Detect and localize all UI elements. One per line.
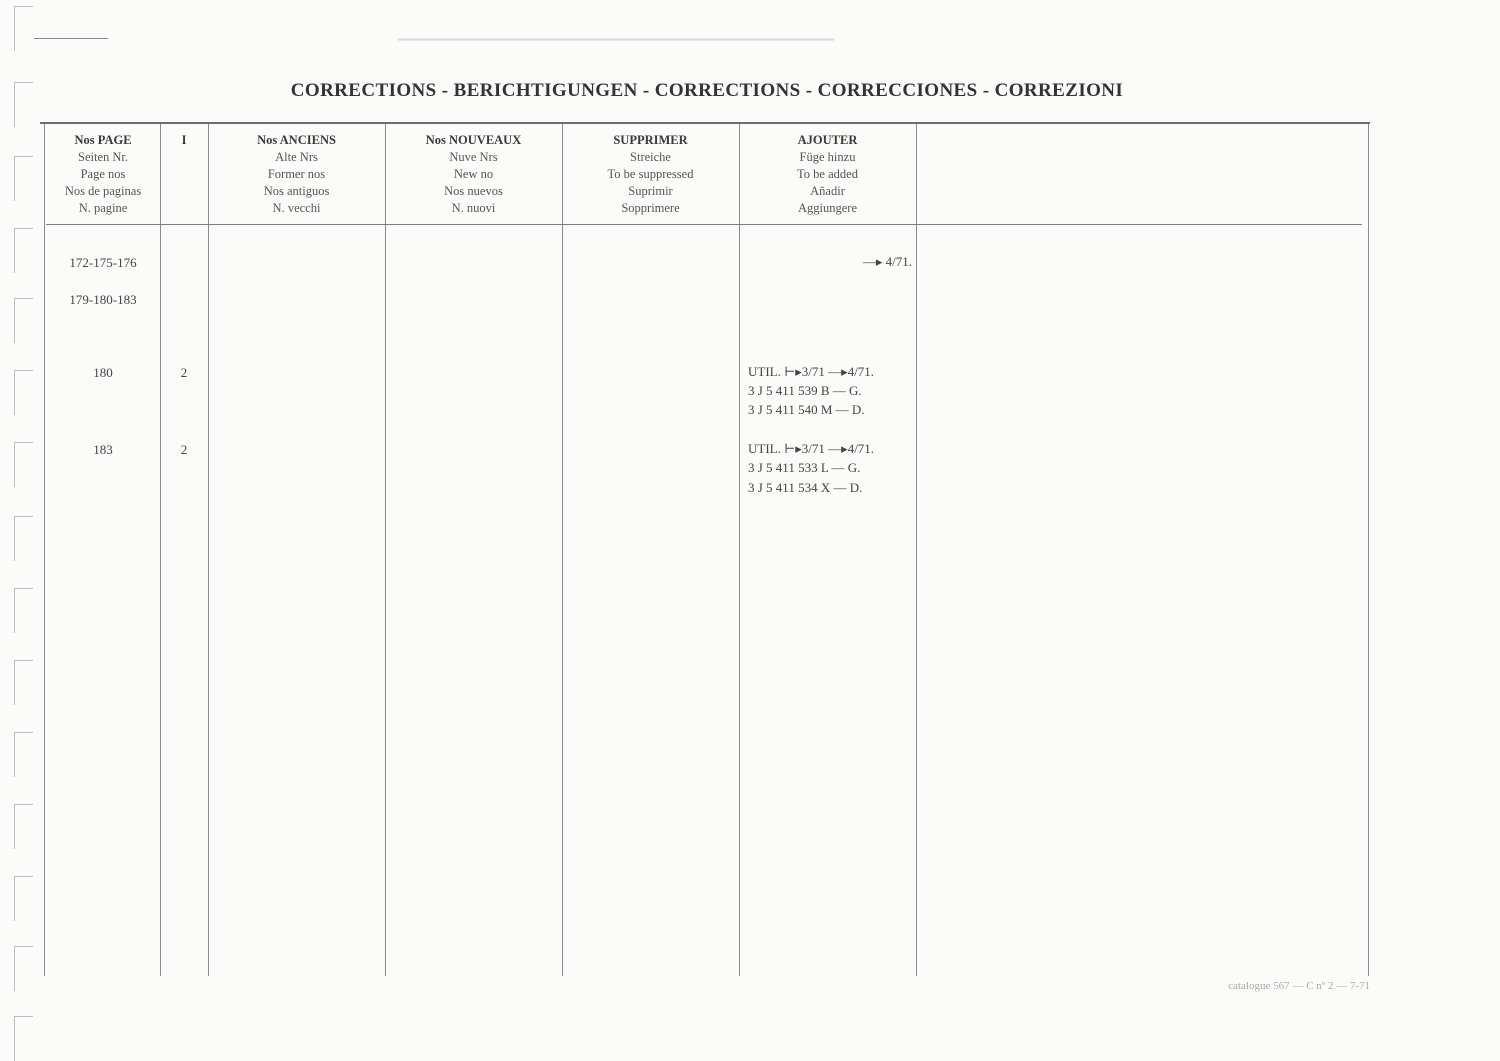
binder-mark xyxy=(14,298,33,343)
column-divider xyxy=(1368,124,1369,976)
add-cell-line: 3 J 5 411 534 X — D. xyxy=(748,480,863,495)
col-header-sub: N. pagine xyxy=(78,201,128,215)
top-rule xyxy=(34,38,108,39)
col-header-sub: Füge hinzu xyxy=(799,150,856,164)
top-rule-faint xyxy=(398,38,834,41)
col-header-sub: Seiten Nr. xyxy=(78,150,128,164)
page-number-cell: 179-180-183 xyxy=(69,292,137,307)
col-header-sub: Nos de paginas xyxy=(64,184,142,198)
col-header-sub: Alte Nrs xyxy=(275,150,318,164)
add-cell-line: —▸ 4/71. xyxy=(862,254,912,269)
col-header-title: AJOUTER xyxy=(797,133,858,147)
col-header-sub: Sopprimere xyxy=(621,201,680,215)
binder-mark xyxy=(14,588,33,633)
column-divider xyxy=(44,124,45,976)
col-header-title: Nos ANCIENS xyxy=(257,133,336,147)
binder-mark xyxy=(14,370,33,415)
col-header-sub: To be added xyxy=(797,167,858,181)
col-header-title: Nos PAGE xyxy=(74,133,132,147)
col-header-ajouter xyxy=(739,132,916,217)
add-cell-line: 3 J 5 411 533 L — G. xyxy=(748,460,861,475)
i-cell: 2 xyxy=(180,442,188,457)
col-header-anciens xyxy=(208,132,385,217)
column-divider xyxy=(160,124,161,976)
binder-mark xyxy=(14,6,33,51)
column-divider xyxy=(916,124,917,976)
binder-mark xyxy=(14,660,33,705)
binder-mark xyxy=(14,228,33,273)
col-header-sub: N. nuovi xyxy=(451,201,496,215)
col-header-sub: New no xyxy=(453,167,494,181)
page-number-cell: 183 xyxy=(93,442,113,457)
col-header-sub: Nos nuevos xyxy=(444,184,503,198)
col-header-sub: Nuve Nrs xyxy=(449,150,498,164)
binder-mark xyxy=(14,876,33,921)
catalogue-footer: catalogue 567 — C nº 2 — 7-71 xyxy=(1228,980,1370,992)
binder-mark xyxy=(14,442,33,487)
binder-mark xyxy=(14,946,33,991)
page-title: CORRECTIONS - BERICHTIGUNGEN - CORRECTIONS - CORRECCIONES - CORREZIONI xyxy=(290,80,1124,101)
col-header-i xyxy=(160,132,208,149)
col-header-sub: To be suppressed xyxy=(607,167,694,181)
column-divider xyxy=(208,124,209,976)
col-header-sub: Añadir xyxy=(810,184,845,198)
col-header-sub: Former nos xyxy=(267,167,326,181)
add-cell-line: UTIL. ⊢▸3/71 —▸4/71. xyxy=(748,441,875,456)
page-number-cell: 180 xyxy=(93,365,113,380)
column-divider xyxy=(739,124,740,976)
col-header-title: I xyxy=(181,133,187,147)
binder-mark xyxy=(14,516,33,561)
corrections-table xyxy=(40,122,1370,976)
page-number-cell: 172-175-176 xyxy=(69,255,137,270)
col-header-sub: Aggiungere xyxy=(797,201,857,215)
add-cell-line: UTIL. ⊢▸3/71 —▸4/71. xyxy=(748,364,875,379)
col-header-sub: Suprimir xyxy=(628,184,673,198)
column-divider xyxy=(562,124,563,976)
binder-mark xyxy=(14,804,33,849)
col-header-nouveaux xyxy=(385,132,562,217)
col-header-sub: Nos antiguos xyxy=(263,184,330,198)
i-cell: 2 xyxy=(180,365,188,380)
col-header-page xyxy=(46,132,160,217)
col-header-sub: Streiche xyxy=(630,150,671,164)
col-header-sub: N. vecchi xyxy=(272,201,321,215)
col-header-title: SUPPRIMER xyxy=(613,133,688,147)
add-cell-line: 3 J 5 411 540 M — D. xyxy=(748,402,865,417)
binder-marks xyxy=(0,0,40,1061)
binder-mark xyxy=(14,156,33,201)
column-divider xyxy=(385,124,386,976)
col-header-title: Nos NOUVEAUX xyxy=(425,133,522,147)
add-cell-line: 3 J 5 411 539 B — G. xyxy=(748,383,862,398)
binder-mark xyxy=(14,732,33,777)
header-separator xyxy=(46,224,1362,225)
binder-mark xyxy=(14,1016,33,1061)
col-header-supprimer xyxy=(562,132,739,217)
col-header-sub: Page nos xyxy=(80,167,126,181)
